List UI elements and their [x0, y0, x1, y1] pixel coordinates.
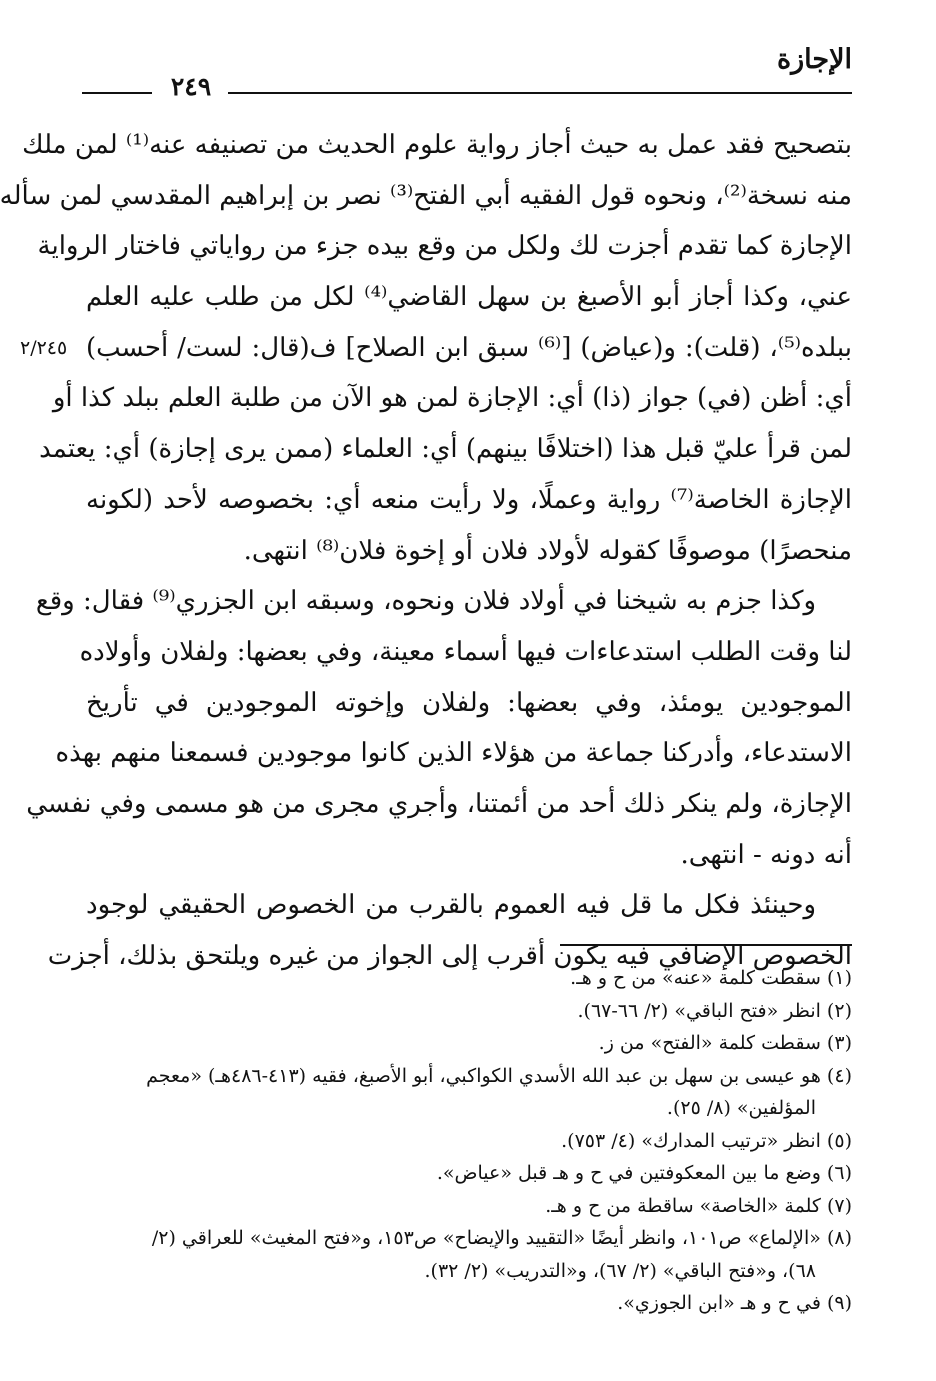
footnote-continuation: ٦٨)، و«فتح الباقي» (٢/ ٦٧)، و«التدريب» (٢/ ٣٢). [424, 1259, 816, 1282]
body-line: عني، وكذا أجاز أبو الأصبغ بن سهل القاضي⁽⁴⁾ لكل من طلب عليه العلم [86, 282, 852, 313]
body-line: منه نسخة⁽²⁾، ونحوه قول الفقيه أبي الفتح⁽³⁾ نصر بن إبراهيم المقدسي لمن سأله [0, 180, 852, 211]
header-rule [228, 92, 852, 94]
page-number: ٢٤٩ [170, 72, 212, 101]
body-line: منحصرًا) موصوفًا كقوله لأولاد فلان أو إخوة فلان⁽⁸⁾ انتهى. [243, 535, 852, 566]
body-line: وحينئذ فكل ما قل فيه العموم بالقرب من الخصوص الحقيقي لوجود [86, 890, 816, 921]
body-line-with-margin-note [20, 323, 852, 374]
header-rule-short [82, 92, 152, 94]
body-line-text: ببلده⁽⁵⁾، (قلت): و(عياض) [⁽⁶⁾ سبق ابن الصلاح] ف(قال: لست/ أحسب) [86, 332, 852, 363]
margin-note: ٢/٢٤٥ [20, 336, 68, 359]
footnote: (٤) هو عيسى بن سهل بن عبد الله الأسدي الكواكبي، أبو الأصبغ، فقيه (٤١٣-٤٨٦هـ) «معجم [146, 1064, 852, 1087]
footnotes [80, 962, 852, 1320]
body-line: لنا وقت الطلب استدعاءات فيها أسماء معينة، وفي بعضها: ولفلان وأولاده [79, 636, 852, 667]
footnote: (٩) في ح و هـ «ابن الجوزي». [617, 1292, 852, 1314]
body-line: وكذا جزم به شيخنا في أولاد فلان ونحوه، وسبقه ابن الجزري⁽⁹⁾ فقال: وقع [35, 586, 816, 617]
running-title: الإجازة [776, 44, 852, 75]
footnote-continuation: المؤلفين» (٨/ ٢٥). [666, 1097, 816, 1119]
footnote: (٢) انظر «فتح الباقي» (٢/ ٦٦-٦٧). [577, 999, 852, 1022]
footnote: (٦) وضع ما بين المعكوفتين في ح و هـ قبل «عياض». [436, 1162, 852, 1184]
footnote: (٨) «الإلماع» ص١٠١، وانظر أيضًا «التقييد والإيضاح» ص١٥٣، و«فتح المغيث» للعراقي (٢/ [151, 1227, 852, 1249]
body-line: الإجازة، ولم ينكر ذلك أحد من أئمتنا، وأجري مجرى من هو مسمى وفي نفسي [26, 788, 852, 819]
body-line: الاستدعاء، وأدركنا جماعة من هؤلاء الذين كانوا موجودين فسمعنا منهم بهذه [55, 738, 852, 769]
footnote: (١) سقطت كلمة «عنه» من ح و هـ. [570, 967, 852, 989]
body-line: الموجودين يومئذ، وفي بعضها: ولفلان وإخوته الموجودين في تأريخ [86, 687, 852, 718]
footnote-separator [560, 944, 852, 946]
footnote: (٧) كلمة «الخاصة» ساقطة من ح و هـ. [545, 1194, 852, 1217]
body-text [0, 120, 852, 982]
footnote: (٣) سقطت كلمة «الفتح» من ز. [598, 1032, 852, 1054]
body-line: لمن قرأ عليّ قبل هذا (اختلافًا بينهم) أي: العلماء (ممن يرى إجازة) أي: يعتمد [39, 434, 852, 465]
body-line: أنه دونه - انتهى. [680, 839, 852, 870]
body-line: بتصحيح فقد عمل به حيث أجاز رواية علوم الحديث من تصنيفه عنه⁽¹⁾ لمن ملك [22, 130, 852, 160]
body-line: الخصوص الإضافي فيه يكون أقرب إلى الجواز من غيره ويلتحق بذلك، أجزت [47, 941, 852, 971]
footnote: (٥) انظر «ترتيب المدارك» (٤/ ٧٥٣). [561, 1129, 852, 1152]
body-line: أي: أظن (في) جواز (ذا) أي: الإجازة لمن هو الآن من طلبة العلم ببلد كذا أو [52, 383, 852, 414]
body-line: الإجازة الخاصة⁽⁷⁾ رواية وعملًا، ولا رأيت منعه أي: بخصوصه لأحد (لكونه [86, 484, 852, 515]
body-line: الإجازة كما تقدم أجزت لك ولكل من وقع بيده جزء من رواياتي فاختار الرواية [37, 231, 852, 262]
